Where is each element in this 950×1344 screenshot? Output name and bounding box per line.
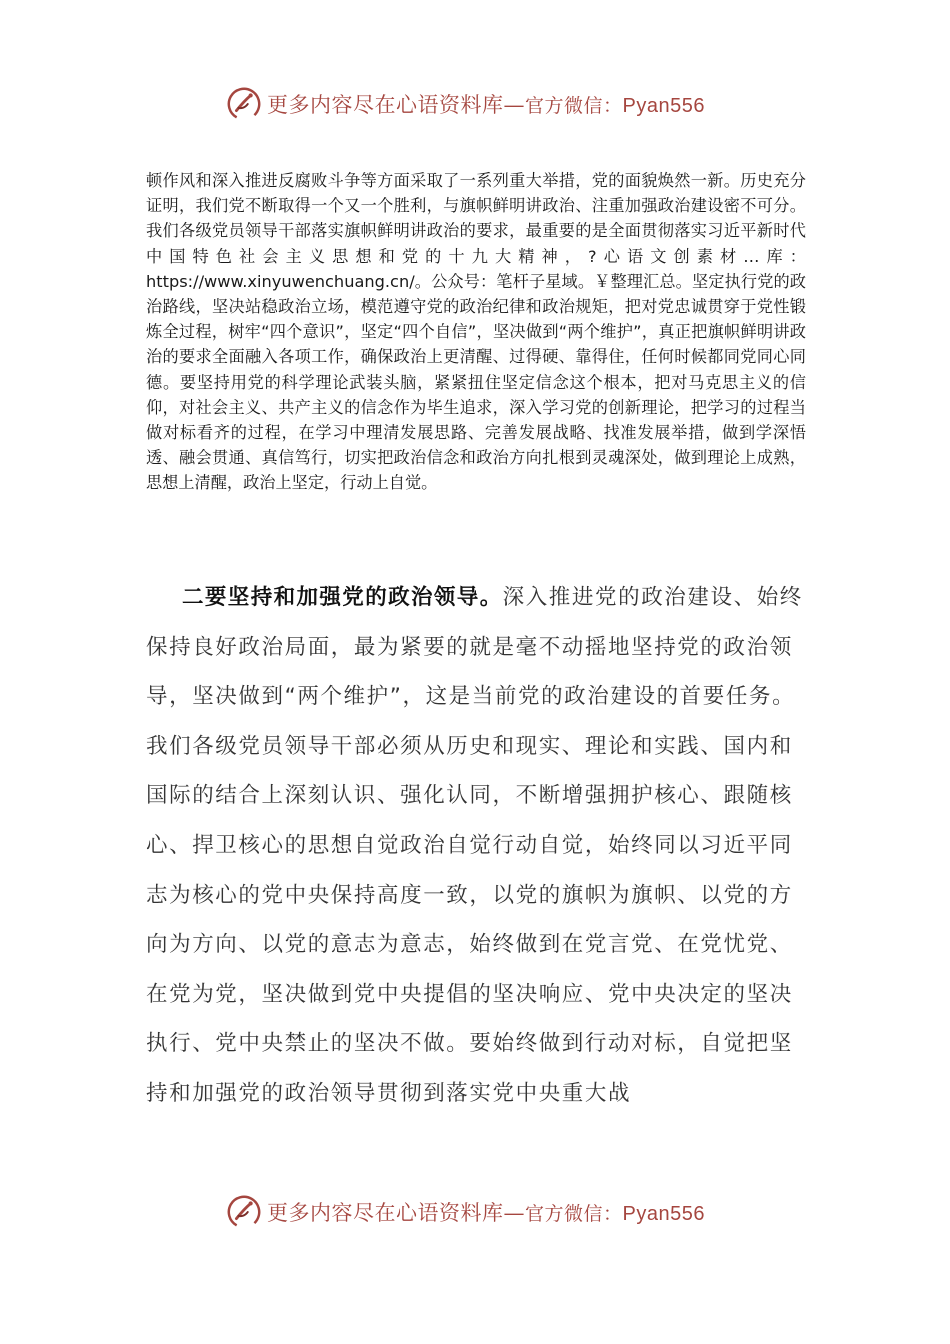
- banner-dash: —: [503, 93, 525, 117]
- banner-text: [267, 1197, 705, 1227]
- section-body-text: 深入推进党的政治建设、始终保持良好政治局面，最为紧要的就是毫不动摇地坚持党的政治领导，坚决做到“两个维护”，这是当前党的政治建设的首要任务。我们各级党员领导干部必须从历史和现实、理论和实践、国内和国际的结合上深刻认识、强化认同，不断增强拥护核心、跟随核心、捍卫核心的思想自觉政治自觉行动自觉，始终同以习近平同志为核心的党中央保持高度一致，以党的旗帜为旗帜、以党的方向为方向、以党的意志为意志，始终做到在党言党、在党忧党、在党为党，坚决做到党中央提倡的坚决响应、党中央决定的坚决执行、党中央禁止的坚决不做。要始终做到行动对标，自觉把坚持和加强党的政治领导贯彻到落实党中央重大战: [146, 585, 803, 1106]
- header-banner: [225, 80, 745, 128]
- body-paragraph-section: [146, 573, 814, 1119]
- footer-banner: [225, 1188, 745, 1236]
- banner-dash: —: [503, 1201, 525, 1225]
- banner-wechat-id: Pyan556: [622, 95, 705, 117]
- banner-text: [267, 89, 705, 119]
- hand-pen-logo-icon: [225, 85, 263, 123]
- hand-pen-logo-icon: [225, 1193, 263, 1231]
- section-lead-heading: 二要坚持和加强党的政治领导。: [182, 585, 503, 610]
- banner-title: 更多内容尽在心语资料库: [267, 1201, 504, 1225]
- banner-title: 更多内容尽在心语资料库: [267, 93, 504, 117]
- body-paragraph-small: 顿作风和深入推进反腐败斗争等方面采取了一系列重大举措，党的面貌焕然一新。历史充分证明，我们党不断取得一个又一个胜利，与旗帜鲜明讲政治、注重加强政治建设密不可分。我们各级党员领导干部落实旗帜鲜明讲政治的要求，最重要的是全面贯彻落实习近平新时代中国特色社会主义思想和党的十九大精神，?心语文创素材…库：https://www.xinyuwenchuang.cn/。公众号：笔杆子星域。￥整理汇总。坚定执行党的政治路线，坚决站稳政治立场，模范遵守党的政治纪律和政治规矩，把对党忠诚贯穿于党性锻炼全过程，树牢“四个意识”，坚定“四个自信”，坚决做到“两个维护”，真正把旗帜鲜明讲政治的要求全面融入各项工作，确保政治上更清醒、过得硬、靠得住，任何时候都同党同心同德。要坚持用党的科学理论武装头脑，紧紧扭住坚定信念这个根本，把对马克思主义的信仰，对社会主义、共产主义的信念作为毕生追求，深入学习党的创新理论，把学习的过程当做对标看齐的过程，在学习中理清发展思路、完善发展战略、找准发展举措，做到学深悟透、融会贯通、真信笃行，切实把政治信念和政治方向扎根到灵魂深处，做到理论上成熟，思想上清醒，政治上坚定，行动上自觉。: [146, 171, 806, 493]
- banner-wechat-label: 官方微信：: [525, 1203, 623, 1225]
- banner-wechat-id: Pyan556: [622, 1203, 705, 1225]
- banner-wechat-label: 官方微信：: [525, 95, 623, 117]
